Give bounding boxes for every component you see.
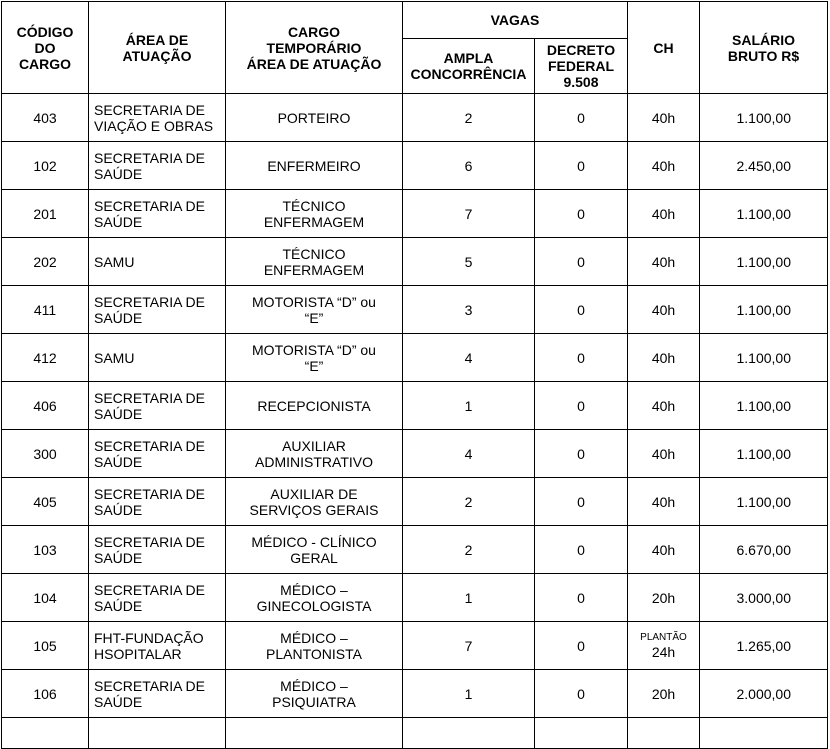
salario-cell: 1.100,00 xyxy=(700,190,828,238)
area-cell: FHT-FUNDAÇÃO HSOPITALAR xyxy=(89,622,226,670)
area-cell: SECRETARIA DE SAÚDE xyxy=(89,286,226,334)
cargo-cell: AUXILIAR ADMINISTRATIVO xyxy=(226,430,403,478)
cargo-cell: MOTORISTA “D” ou “E” xyxy=(226,334,403,382)
ch-cell: 40h xyxy=(628,478,700,526)
salario-cell: 1.265,00 xyxy=(700,622,828,670)
ampla-cell: 1 xyxy=(403,574,535,622)
table-row xyxy=(2,430,828,478)
salario-cell: 1.100,00 xyxy=(700,286,828,334)
ch-cell: 40h xyxy=(628,94,700,142)
header-ampla: AMPLA CONCORRÊNCIA xyxy=(403,39,535,94)
empty-cell xyxy=(535,718,628,749)
ampla-cell: 1 xyxy=(403,382,535,430)
area-cell: SECRETARIA DE SAÚDE xyxy=(89,574,226,622)
codigo-cell: 411 xyxy=(2,286,89,334)
decreto-cell: 0 xyxy=(535,622,628,670)
table-row xyxy=(2,670,828,718)
decreto-cell: 0 xyxy=(535,334,628,382)
codigo-cell: 104 xyxy=(2,574,89,622)
salario-cell: 6.670,00 xyxy=(700,526,828,574)
ch-cell: PLANTÃO 24h xyxy=(628,622,700,670)
salario-cell: 3.000,00 xyxy=(700,574,828,622)
decreto-cell: 0 xyxy=(535,574,628,622)
table-row xyxy=(2,478,828,526)
table-row xyxy=(2,574,828,622)
decreto-cell: 0 xyxy=(535,430,628,478)
salario-cell: 2.000,00 xyxy=(700,670,828,718)
ch-cell: 20h xyxy=(628,574,700,622)
ampla-cell: 2 xyxy=(403,526,535,574)
ch-cell: 20h xyxy=(628,670,700,718)
ampla-cell: 1 xyxy=(403,670,535,718)
decreto-cell: 0 xyxy=(535,190,628,238)
codigo-cell: 103 xyxy=(2,526,89,574)
decreto-cell: 0 xyxy=(535,526,628,574)
vagas-table xyxy=(1,1,828,749)
ch-cell: 40h xyxy=(628,190,700,238)
table-row xyxy=(2,622,828,670)
ch-cell: 40h xyxy=(628,334,700,382)
salario-cell: 1.100,00 xyxy=(700,334,828,382)
table-row xyxy=(2,238,828,286)
cargo-cell: TÉCNICO ENFERMAGEM xyxy=(226,238,403,286)
decreto-cell: 0 xyxy=(535,286,628,334)
table-row xyxy=(2,286,828,334)
header-cargo: CARGO TEMPORÁRIO ÁREA DE ATUAÇÃO xyxy=(226,2,403,94)
decreto-cell: 0 xyxy=(535,238,628,286)
ch-cell: 40h xyxy=(628,382,700,430)
table-row xyxy=(2,142,828,190)
area-cell: SAMU xyxy=(89,238,226,286)
empty-cell xyxy=(700,718,828,749)
cargo-cell: RECEPCIONISTA xyxy=(226,382,403,430)
empty-cell xyxy=(2,718,89,749)
empty-cell xyxy=(403,718,535,749)
cargo-cell: MÉDICO – PLANTONISTA xyxy=(226,622,403,670)
table-row xyxy=(2,526,828,574)
table-row xyxy=(2,334,828,382)
area-cell: SAMU xyxy=(89,334,226,382)
salario-cell: 1.100,00 xyxy=(700,382,828,430)
cargo-cell: MÉDICO – GINECOLOGISTA xyxy=(226,574,403,622)
cargo-cell: MÉDICO - CLÍNICO GERAL xyxy=(226,526,403,574)
salario-cell: 1.100,00 xyxy=(700,94,828,142)
codigo-cell: 106 xyxy=(2,670,89,718)
ch-cell: 40h xyxy=(628,142,700,190)
area-cell: SECRETARIA DE SAÚDE xyxy=(89,190,226,238)
codigo-cell: 405 xyxy=(2,478,89,526)
codigo-cell: 300 xyxy=(2,430,89,478)
salario-cell: 1.100,00 xyxy=(700,238,828,286)
codigo-cell: 201 xyxy=(2,190,89,238)
ampla-cell: 6 xyxy=(403,142,535,190)
cargo-cell: TÉCNICO ENFERMAGEM xyxy=(226,190,403,238)
codigo-cell: 202 xyxy=(2,238,89,286)
ampla-cell: 5 xyxy=(403,238,535,286)
ampla-cell: 7 xyxy=(403,190,535,238)
table-row xyxy=(2,382,828,430)
ch-cell: 40h xyxy=(628,238,700,286)
codigo-cell: 406 xyxy=(2,382,89,430)
area-cell: SECRETARIA DE SAÚDE xyxy=(89,670,226,718)
codigo-cell: 403 xyxy=(2,94,89,142)
header-codigo: CÓDIGO DO CARGO xyxy=(2,2,89,94)
decreto-cell: 0 xyxy=(535,382,628,430)
ch-cell: 40h xyxy=(628,526,700,574)
empty-cell xyxy=(89,718,226,749)
empty-cell xyxy=(628,718,700,749)
cargo-cell: AUXILIAR DE SERVIÇOS GERAIS xyxy=(226,478,403,526)
cargo-cell: ENFERMEIRO xyxy=(226,142,403,190)
header-area: ÁREA DE ATUAÇÃO xyxy=(89,2,226,94)
area-cell: SECRETARIA DE SAÚDE xyxy=(89,142,226,190)
area-cell: SECRETARIA DE SAÚDE xyxy=(89,430,226,478)
table-row xyxy=(2,190,828,238)
codigo-cell: 102 xyxy=(2,142,89,190)
ch-cell: 40h xyxy=(628,430,700,478)
decreto-cell: 0 xyxy=(535,670,628,718)
header-vagas: VAGAS xyxy=(403,2,628,39)
header-ch: CH xyxy=(628,2,700,94)
decreto-cell: 0 xyxy=(535,478,628,526)
cargo-cell: MOTORISTA “D” ou “E” xyxy=(226,286,403,334)
salario-cell: 1.100,00 xyxy=(700,430,828,478)
ampla-cell: 7 xyxy=(403,622,535,670)
table-row-partial xyxy=(2,718,828,749)
area-cell: SECRETARIA DE SAÚDE xyxy=(89,478,226,526)
ampla-cell: 3 xyxy=(403,286,535,334)
header-decreto: DECRETO FEDERAL 9.508 xyxy=(535,39,628,94)
area-cell: SECRETARIA DE VIAÇÃO E OBRAS xyxy=(89,94,226,142)
ampla-cell: 4 xyxy=(403,430,535,478)
salario-cell: 1.100,00 xyxy=(700,478,828,526)
cargo-cell: MÉDICO – PSIQUIATRA xyxy=(226,670,403,718)
ch-cell: 40h xyxy=(628,286,700,334)
codigo-cell: 412 xyxy=(2,334,89,382)
ampla-cell: 2 xyxy=(403,478,535,526)
header-salario: SALÁRIO BRUTO R$ xyxy=(700,2,828,94)
decreto-cell: 0 xyxy=(535,142,628,190)
codigo-cell: 105 xyxy=(2,622,89,670)
salario-cell: 2.450,00 xyxy=(700,142,828,190)
decreto-cell: 0 xyxy=(535,94,628,142)
area-cell: SECRETARIA DE SAÚDE xyxy=(89,526,226,574)
table-row xyxy=(2,94,828,142)
empty-cell xyxy=(226,718,403,749)
ampla-cell: 2 xyxy=(403,94,535,142)
area-cell: SECRETARIA DE SAÚDE xyxy=(89,382,226,430)
ampla-cell: 4 xyxy=(403,334,535,382)
cargo-cell: PORTEIRO xyxy=(226,94,403,142)
